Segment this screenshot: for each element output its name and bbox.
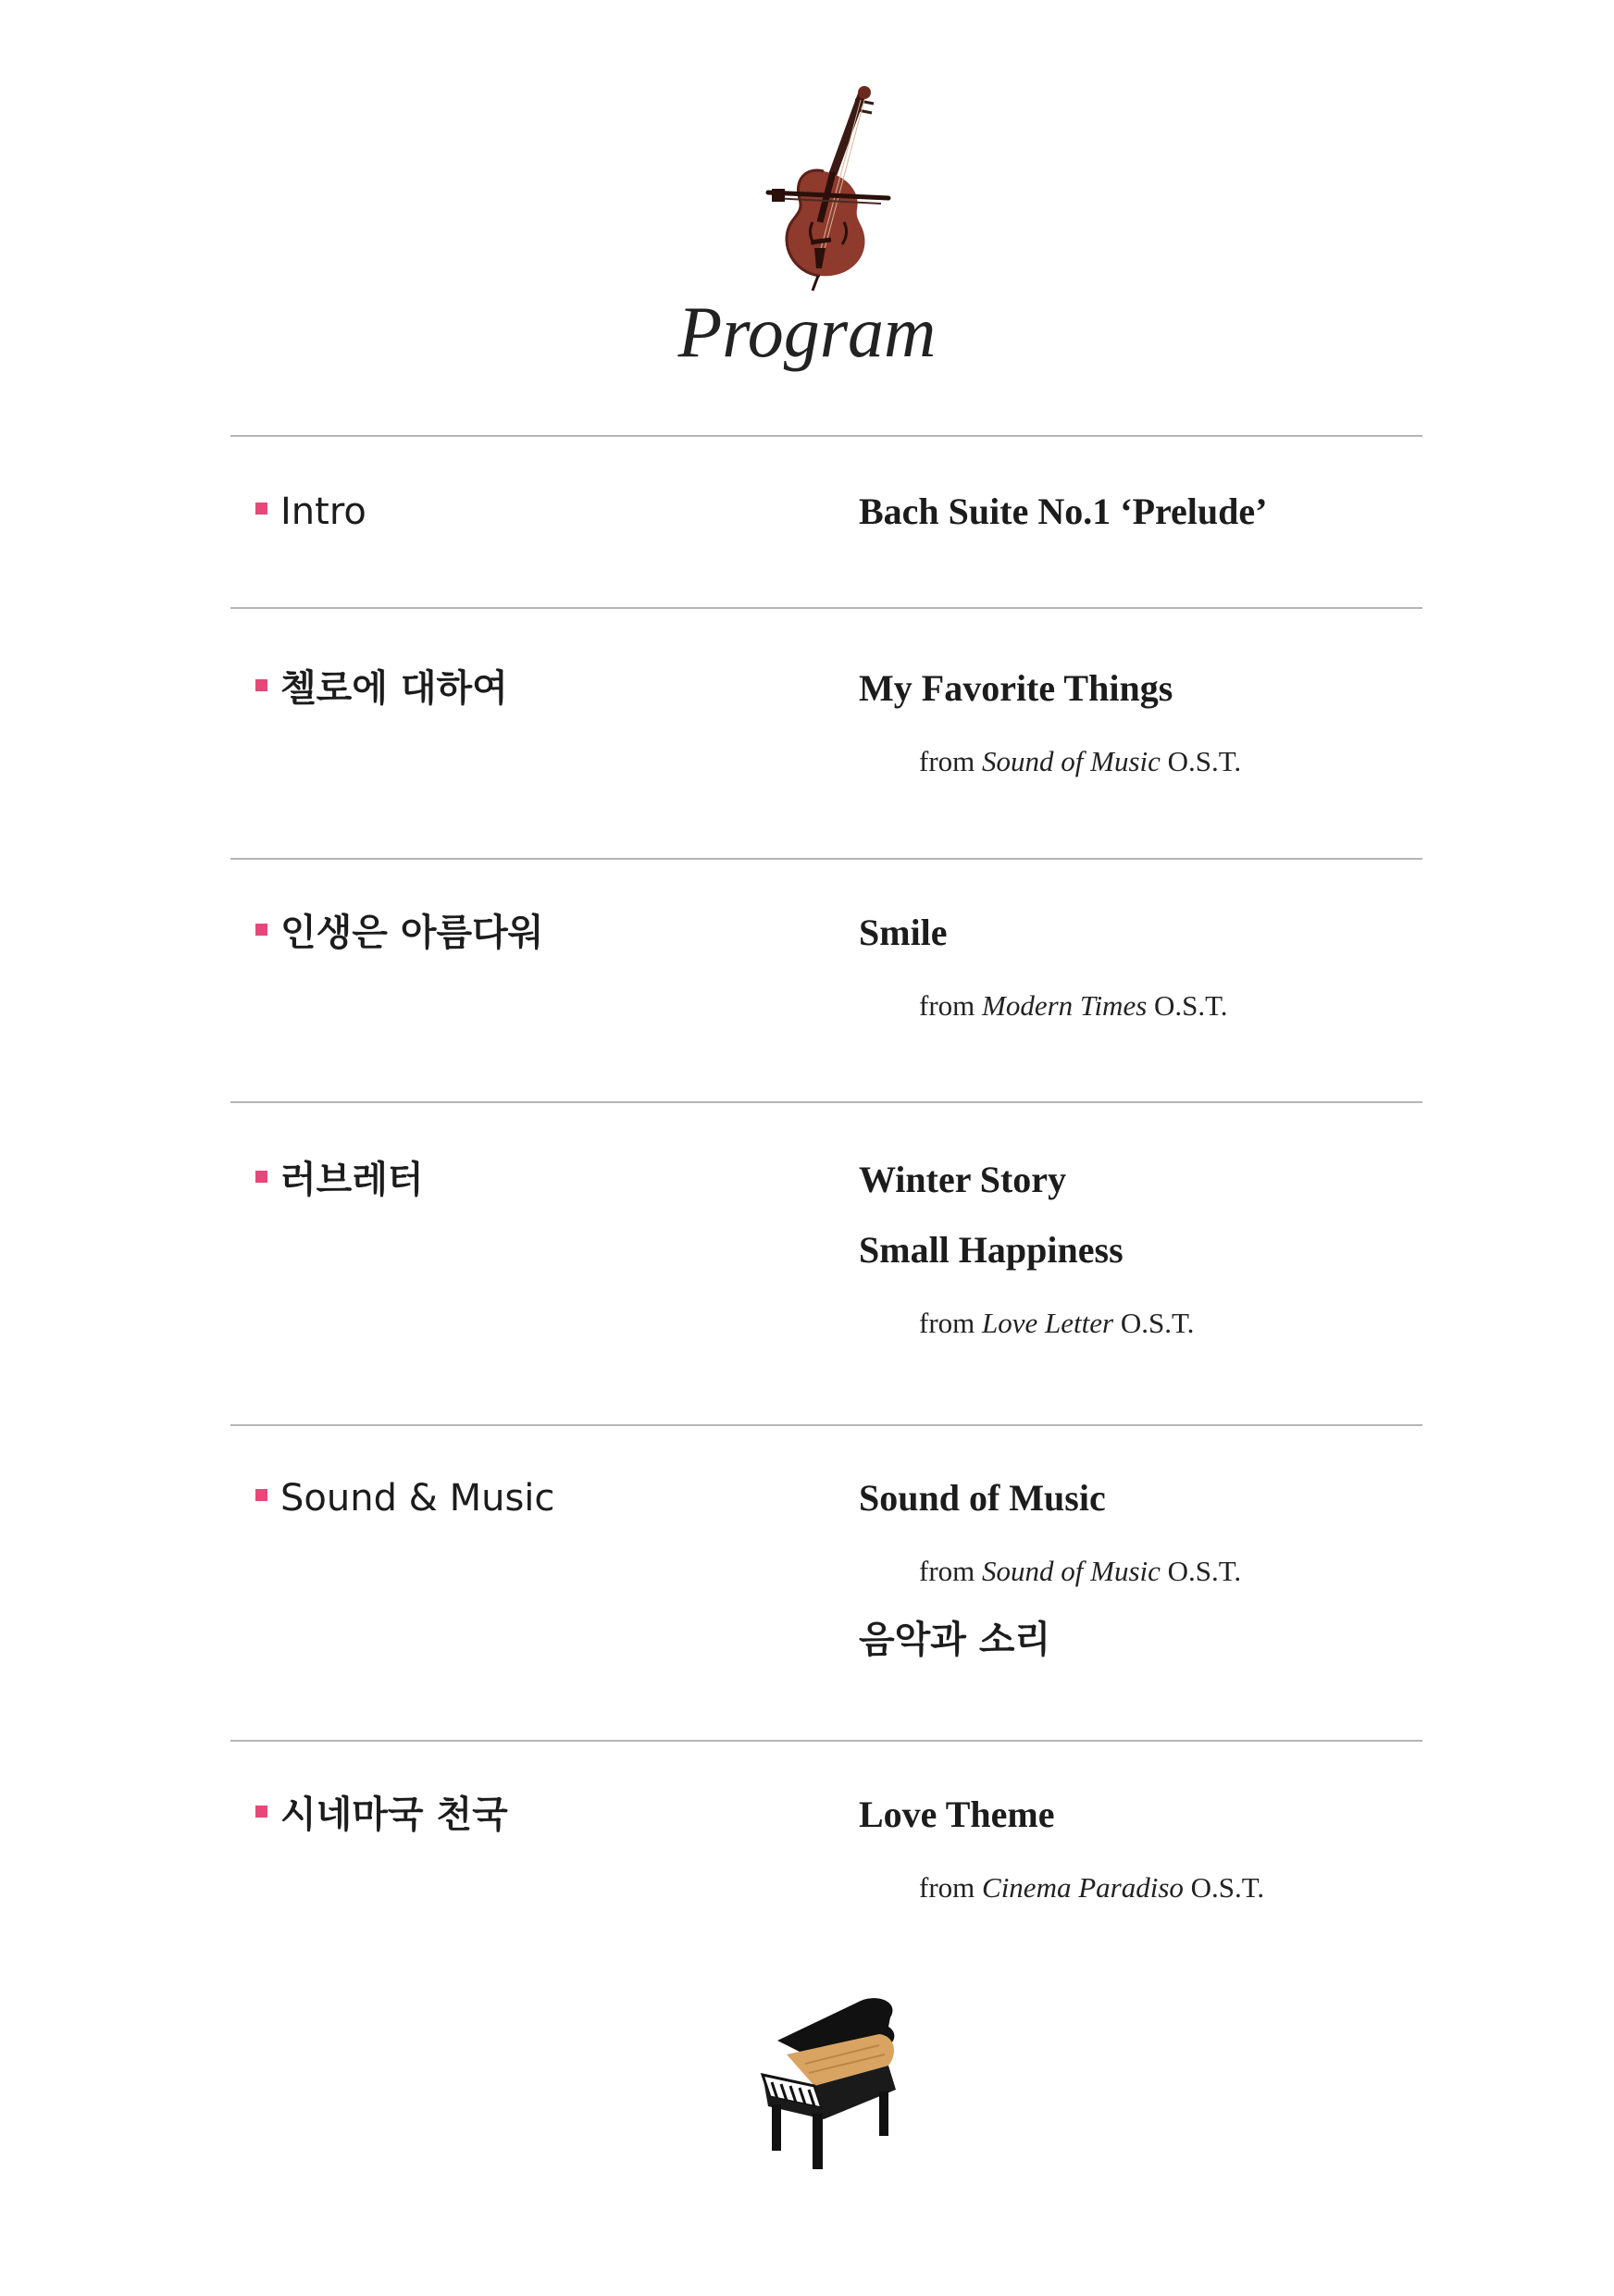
section-label: Sound & Music <box>280 1477 555 1520</box>
program-section-sound-and-music <box>255 1477 555 1520</box>
divider <box>230 1424 1422 1426</box>
piece-title: Bach Suite No.1 ‘Prelude’ <box>859 490 1268 532</box>
piece-source <box>919 991 1228 1020</box>
cello-icon <box>759 83 898 292</box>
bullet-icon <box>255 679 267 691</box>
source-prefix: from <box>919 1871 975 1904</box>
source-work: Sound of Music <box>982 1555 1161 1587</box>
piece-source <box>919 747 1241 776</box>
program-section-love-letter <box>255 1159 424 1201</box>
section-label: 러브레터 <box>280 1159 424 1201</box>
bullet-icon <box>255 503 267 515</box>
source-suffix: O.S.T. <box>1167 745 1242 777</box>
source-suffix: O.S.T. <box>1154 989 1228 1022</box>
section-label: Intro <box>280 490 366 533</box>
source-work: Cinema Paradiso <box>982 1871 1184 1904</box>
piece-source <box>919 1309 1194 1337</box>
piece-source <box>919 1873 1264 1902</box>
source-prefix: from <box>919 745 975 777</box>
bullet-icon <box>255 924 267 936</box>
source-prefix: from <box>919 1555 975 1587</box>
section-label: 첼로에 대하여 <box>280 667 508 710</box>
source-work: Modern Times <box>982 989 1148 1022</box>
bullet-icon <box>255 1171 267 1183</box>
piece-title: 음악과 소리 <box>859 1619 1051 1661</box>
piece-source <box>919 1557 1241 1585</box>
piece-title: Love Theme <box>859 1793 1055 1835</box>
divider <box>230 435 1422 437</box>
program-section-intro <box>255 490 366 533</box>
source-suffix: O.S.T. <box>1167 1555 1242 1587</box>
divider <box>230 1740 1422 1742</box>
grand-piano-icon <box>750 1990 907 2175</box>
program-section-cinema-paradiso <box>255 1793 508 1836</box>
section-label: 시네마국 천국 <box>280 1793 508 1836</box>
piece-title: Sound of Music <box>859 1477 1106 1519</box>
page-title: Program <box>677 292 937 372</box>
piece-title: Winter Story <box>859 1159 1067 1200</box>
source-prefix: from <box>919 989 975 1022</box>
bullet-icon <box>255 1489 267 1501</box>
piece-title: My Favorite Things <box>859 667 1173 709</box>
divider <box>230 1101 1422 1103</box>
piece-title: Smile <box>859 912 948 953</box>
source-suffix: O.S.T. <box>1190 1871 1265 1904</box>
piece-title: Small Happiness <box>859 1229 1124 1271</box>
source-work: Love Letter <box>982 1307 1114 1339</box>
program-section-life-is-beautiful <box>255 912 544 954</box>
divider <box>230 858 1422 860</box>
divider <box>230 607 1422 609</box>
program-section-about-cello <box>255 667 508 710</box>
source-suffix: O.S.T. <box>1120 1307 1195 1339</box>
bullet-icon <box>255 1806 267 1818</box>
source-prefix: from <box>919 1307 975 1339</box>
section-label: 인생은 아름다워 <box>280 912 544 954</box>
source-work: Sound of Music <box>982 745 1161 777</box>
